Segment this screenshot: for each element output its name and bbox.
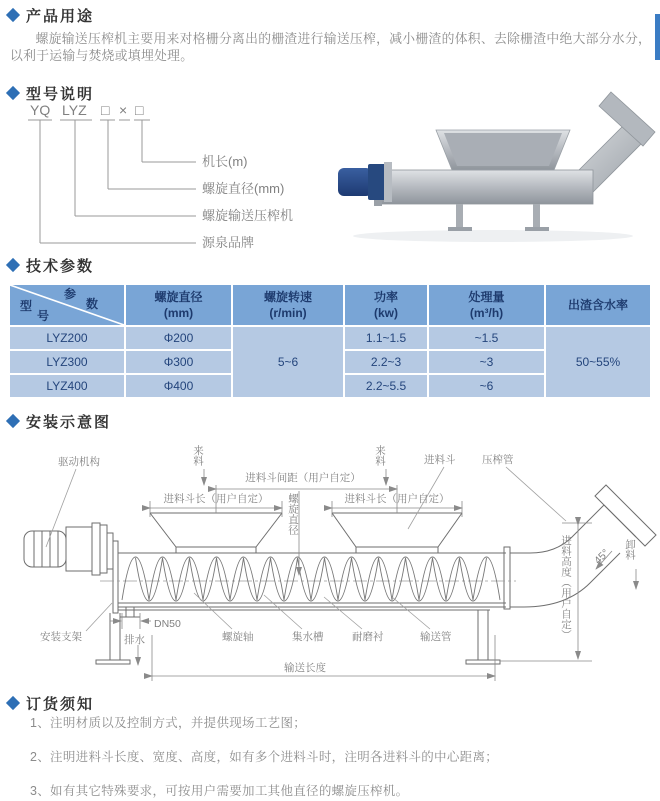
label-water-trough: 集水槽 bbox=[292, 631, 324, 643]
label-drive-mechanism: 驱动机构 bbox=[58, 456, 100, 468]
model-code-diagram bbox=[0, 96, 330, 256]
label-screw-diameter: 螺旋直径 bbox=[287, 493, 299, 535]
order-note-item: 3、如有其它特殊要求，可按用户需要加工其他直径的螺旋压榨机。 bbox=[30, 784, 409, 798]
cell-model: LYZ200 bbox=[10, 327, 124, 349]
model-code-lines bbox=[28, 120, 196, 243]
section-heading-specs bbox=[8, 256, 94, 274]
model-code-times: × bbox=[119, 102, 128, 118]
col-header-speed: 螺旋转速 (r/min) bbox=[233, 285, 343, 325]
label-angle: 45° bbox=[592, 547, 612, 567]
section-heading-product-use bbox=[8, 6, 94, 24]
leader-lines bbox=[46, 467, 566, 631]
callout-brand: 源泉品牌 bbox=[202, 235, 255, 250]
model-code-brand: YQ bbox=[30, 102, 51, 118]
cell-power: 1.1~1.5 bbox=[345, 327, 427, 349]
photo-shadow bbox=[353, 230, 633, 242]
screw-helix bbox=[122, 557, 500, 601]
section-title: 技术参数 bbox=[26, 257, 95, 275]
section-title: 安装示意图 bbox=[26, 413, 112, 431]
support-foot bbox=[525, 227, 549, 231]
cell-diameter: Φ400 bbox=[126, 375, 231, 397]
cell-diameter: Φ300 bbox=[126, 351, 231, 373]
diamond-icon bbox=[6, 8, 20, 22]
label-convey-length: 输送长度 bbox=[284, 662, 326, 674]
diamond-icon bbox=[6, 414, 20, 428]
installation-diagram bbox=[0, 435, 660, 690]
section-title: 产品用途 bbox=[26, 7, 95, 25]
label-hopper-length: 进料斗长（用户自定） bbox=[344, 493, 450, 505]
label-incoming-material: 来料 bbox=[374, 445, 386, 466]
motor-flange bbox=[384, 162, 392, 202]
order-notes-list bbox=[30, 716, 498, 798]
support-leg bbox=[456, 204, 463, 228]
page-edge-stripe bbox=[655, 14, 660, 60]
callout-machine-length: 机长(m) bbox=[202, 154, 248, 169]
table-row bbox=[10, 327, 650, 349]
hopper-opening bbox=[444, 133, 562, 166]
section-heading-install bbox=[8, 412, 111, 430]
diamond-icon bbox=[6, 696, 20, 710]
model-code-tokens bbox=[30, 102, 144, 118]
feed-hoppers-drawing bbox=[150, 513, 462, 553]
col-header-moisture: 出渣含水率 bbox=[546, 285, 650, 325]
col-header-power: 功率 (kw) bbox=[345, 285, 427, 325]
support-foot bbox=[448, 227, 472, 231]
corner-label-param: 参 bbox=[64, 287, 77, 301]
table-header-row bbox=[10, 285, 650, 325]
corner-header bbox=[10, 285, 124, 325]
model-code-callouts bbox=[202, 154, 293, 250]
label-mounting-bracket: 安装支架 bbox=[40, 631, 82, 643]
callout-screw-diameter: 螺旋直径(mm) bbox=[202, 181, 285, 196]
order-note-item: 1、注明材质以及控制方式，并提供现场工艺图； bbox=[30, 716, 307, 730]
diamond-icon bbox=[6, 258, 20, 272]
spec-table bbox=[8, 283, 652, 399]
gearbox bbox=[368, 164, 386, 200]
label-press-pipe: 压榨管 bbox=[482, 454, 514, 466]
section-title: 订货须知 bbox=[26, 695, 95, 713]
cell-moisture-merged: 50~55% bbox=[546, 327, 650, 397]
col-header-capacity: 处理量 (m³/h) bbox=[429, 285, 544, 325]
label-convey-pipe: 输送管 bbox=[420, 631, 452, 643]
callout-machine-type: 螺旋输送压榨机 bbox=[202, 208, 294, 223]
corner-label-model: 号 bbox=[37, 309, 50, 323]
cell-capacity: ~1.5 bbox=[429, 327, 544, 349]
section-heading-order bbox=[8, 694, 94, 712]
product-photo bbox=[328, 72, 658, 256]
label-drain: 排水 bbox=[124, 634, 145, 646]
label-wear-liner: 耐磨衬 bbox=[352, 631, 384, 643]
diagram-labels bbox=[40, 444, 636, 674]
drive-unit-drawing bbox=[24, 523, 118, 613]
label-screw-shaft: 螺旋轴 bbox=[222, 631, 254, 643]
label-hopper-length: 进料斗长（用户自定） bbox=[163, 493, 269, 505]
label-discharge: 卸料 bbox=[624, 539, 636, 560]
conveyor-tube bbox=[378, 170, 593, 204]
support-leg bbox=[533, 204, 540, 228]
order-note-item: 2、注明进料斗长度、宽度、高度，如有多个进料斗时，注明各进料斗的中心距离； bbox=[30, 750, 499, 764]
cell-speed-merged: 5~6 bbox=[233, 327, 343, 397]
product-use-paragraph: 螺旋输送压榨机主要用来对格栅分离出的栅渣进行输送压榨，减小栅渣的体积、去除栅渣中绝大部分水分，以利于运输与焚烧或填埋处理。 bbox=[10, 31, 652, 63]
cell-capacity: ~3 bbox=[429, 351, 544, 373]
label-feed-height: 进料高度（用户自定） bbox=[560, 535, 572, 640]
model-code-series: LYZ bbox=[62, 102, 87, 118]
corner-label-param: 数 bbox=[86, 297, 99, 311]
corner-label-model: 型 bbox=[20, 299, 33, 313]
label-feed-hopper: 进料斗 bbox=[424, 454, 456, 466]
model-code-box1: □ bbox=[101, 102, 110, 118]
cell-power: 2.2~5.5 bbox=[345, 375, 427, 397]
section-title: 型号说明 bbox=[26, 85, 95, 103]
model-code-box2: □ bbox=[135, 102, 144, 118]
label-incoming-material: 来料 bbox=[192, 445, 204, 466]
label-hopper-spacing: 进料斗间距（用户自定） bbox=[245, 472, 361, 484]
cell-model: LYZ400 bbox=[10, 375, 124, 397]
cell-diameter: Φ200 bbox=[126, 327, 231, 349]
col-header-diameter: 螺旋直径 (mm) bbox=[126, 285, 231, 325]
cell-capacity: ~6 bbox=[429, 375, 544, 397]
drive-motor bbox=[338, 168, 372, 196]
label-dn50: DN50 bbox=[154, 618, 181, 630]
cell-model: LYZ300 bbox=[10, 351, 124, 373]
cell-power: 2.2~3 bbox=[345, 351, 427, 373]
